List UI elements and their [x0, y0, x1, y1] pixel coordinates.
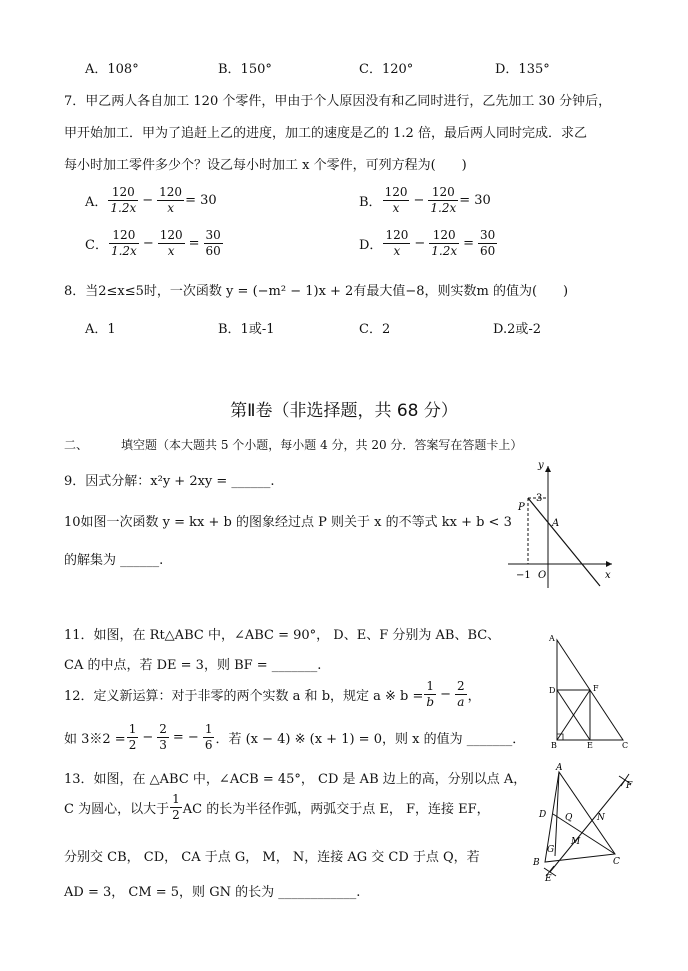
q12-line-1-text: 12．定义新运算：对于非零的两个实数 a 和 b，规定 a ※ b = — [64, 689, 424, 704]
frac-den: 1.2x — [431, 244, 458, 258]
label-a: A — [556, 763, 563, 773]
q13-line-1: 13．如图，在 △ABC 中，∠ACB = 45°， CD 是 AB 边上的高，分别以点 A， — [64, 772, 527, 787]
rhs: = — [188, 236, 200, 251]
rhs: = 30 — [459, 193, 491, 208]
x-axis-arrow — [606, 561, 612, 567]
q11-line-1: 11．如图，在 Rt△ABC 中，∠ABC = 90°， D、E、F 分别为 AB、BC、 — [64, 628, 501, 643]
q13-line-4: AD = 3， CM = 5，则 GN 的长为 ____________. — [64, 885, 361, 900]
frac-den: 1.2x — [430, 201, 457, 215]
q8-option-c: C．2 — [359, 322, 391, 337]
y-label: y — [538, 460, 544, 471]
frac-den: a — [457, 695, 465, 709]
q11-line-2: CA 的中点，若 DE = 3，则 BF = _______. — [64, 658, 322, 673]
frac-den: 1.2x — [110, 201, 137, 215]
label-d: D — [549, 686, 556, 695]
frac-den: 2 — [128, 738, 137, 752]
label-a: A — [549, 634, 555, 643]
label-e: E — [587, 741, 593, 750]
q11-figure — [545, 632, 635, 752]
q7-option-a — [85, 185, 217, 216]
q6-option-a: A．108° — [85, 62, 139, 77]
label-c: C — [622, 741, 629, 750]
frac-num: 120 — [108, 185, 138, 201]
label-c: C — [613, 857, 620, 867]
q6-option-d: D．135° — [495, 62, 550, 77]
q10-line-2: 的解集为 ______. — [64, 553, 164, 568]
frac-num: 1 — [424, 679, 436, 695]
x-label: x — [605, 570, 611, 581]
option-label: D． — [359, 238, 383, 253]
tick-neg1: −1 — [516, 570, 531, 581]
rhs: = 30 — [185, 193, 217, 208]
q12-line-2: 如 3※2 = $\frac{1}{2}$ − $\frac{2}{3}$ = − $\frac{1}{6}$ ．若 (x − 4) ※ (x + 1) = 0，则 x 的值为 _______． — [64, 722, 526, 752]
q13-line-2-tail: AC 的长为半径作弧，两弧交于点 E， F，连接 EF， — [182, 802, 490, 817]
label-f: F — [593, 684, 599, 693]
q13-line-3: 分别交 CB， CD， CA 于点 G， M， N，连接 AG 交 CD 于点 Q，若 — [64, 850, 480, 865]
frac-num: 2 — [159, 722, 167, 736]
label-m: M — [571, 837, 581, 847]
q6-option-b: B．150° — [218, 62, 272, 77]
frac-den: 2 — [172, 808, 180, 822]
q12-line-1: 12．定义新运算：对于非零的两个实数 a 和 b，规定 a ※ b = $\frac{1}{b}$ − $\frac{2}{a}$ ， — [64, 679, 481, 709]
q9-text: 9．因式分解：x²y + 2xy = ______. — [64, 474, 275, 489]
label-b: B — [551, 741, 557, 750]
q7-line-1: 7．甲乙两人各自加工 120 个零件，甲由于个人原因没有和乙同时进行，乙先加工 30 分钟后， — [64, 94, 612, 109]
section-heading-number: 二、 — [64, 438, 89, 452]
point-a: A — [552, 518, 560, 529]
y-axis-arrow — [545, 466, 551, 472]
frac-num: 120 — [428, 185, 458, 201]
frac-den: 6 — [204, 738, 213, 752]
frac-den: 60 — [205, 244, 221, 258]
operator: − — [142, 236, 154, 251]
q8-option-a: A．1 — [85, 322, 116, 337]
frac-num: 120 — [159, 185, 183, 199]
rhs: = — [463, 236, 475, 251]
q13-figure — [525, 762, 637, 882]
frac-den: x — [167, 201, 174, 215]
operator: − — [142, 193, 154, 208]
q12-line-2-tail: ．若 (x − 4) ※ (x + 1) = 0，则 x 的值为 _______． — [215, 732, 526, 747]
frac-num: 2 — [457, 679, 465, 693]
q7-line-2: 甲开始加工．甲为了追赶上乙的进度，加工的速度是乙的 1.2 倍，最后两人同时完成．求乙 — [64, 126, 587, 141]
frac-num: 1 — [172, 792, 180, 806]
option-label: B． — [359, 195, 382, 210]
frac-num: 120 — [429, 228, 459, 244]
frac-num: 1 — [128, 722, 137, 736]
frac-num: 120 — [109, 228, 139, 244]
label-n: N — [597, 813, 605, 823]
q7-option-d — [359, 228, 498, 259]
frac-num: 30 — [205, 228, 221, 242]
section-title: 第Ⅱ卷（非选择题，共 68 分） — [230, 401, 458, 421]
tick-3: 3 — [536, 493, 543, 504]
label-b: B — [533, 858, 540, 868]
operator: − — [413, 193, 425, 208]
label-g: G — [547, 845, 555, 855]
frac-num: 1 — [204, 722, 213, 736]
frac-den: x — [393, 244, 401, 258]
q12-line-2-text: 如 3※2 = — [64, 732, 126, 747]
q7-option-c — [85, 228, 224, 259]
frac-den: 60 — [480, 244, 496, 258]
q8-text: 8．当2≤x≤5时，一次函数 y = (−m² − 1)x + 2有最大值−8，则实数m 的值为( ) — [64, 284, 569, 299]
origin-o: O — [538, 570, 547, 581]
operator: − — [414, 236, 426, 251]
q8-option-d: D.2或-2 — [493, 322, 542, 337]
frac-num: 120 — [385, 228, 409, 242]
label-e: E — [545, 874, 552, 882]
q6-option-c: C．120° — [359, 62, 414, 77]
q13-line-2-text: C 为圆心，以大于 — [64, 802, 170, 817]
q13-line-2 — [64, 792, 490, 823]
frac-den: x — [392, 201, 400, 215]
option-label: A． — [85, 195, 108, 210]
q10-line-1: 10如图一次函数 y = kx + b 的图象经过点 P 则关于 x 的不等式 kx + b < 3 — [64, 515, 512, 530]
frac-num: 120 — [159, 228, 183, 242]
frac-den: 3 — [159, 738, 167, 752]
label-f: F — [626, 781, 633, 791]
label-q: Q — [565, 813, 573, 823]
point-p: P — [518, 502, 525, 513]
q7-line-3: 每小时加工零件多少个？设乙每小时加工 x 个零件，可列方程为( ) — [64, 158, 467, 173]
frac-num: 30 — [480, 228, 496, 242]
section-heading-text: 填空题（本大题共 5 个小题，每小题 4 分，共 20 分．答案写在答题卡上） — [121, 438, 523, 452]
segment-cd — [553, 814, 615, 854]
label-d: D — [539, 810, 547, 820]
frac-num: 120 — [384, 185, 408, 199]
option-label: C． — [85, 238, 108, 253]
frac-den: 1.2x — [110, 244, 137, 258]
frac-den: x — [167, 244, 175, 258]
frac-den: b — [426, 695, 435, 709]
q7-option-b — [359, 185, 491, 216]
q8-option-b: B．1或-1 — [218, 322, 275, 337]
q10-graph — [500, 460, 620, 595]
